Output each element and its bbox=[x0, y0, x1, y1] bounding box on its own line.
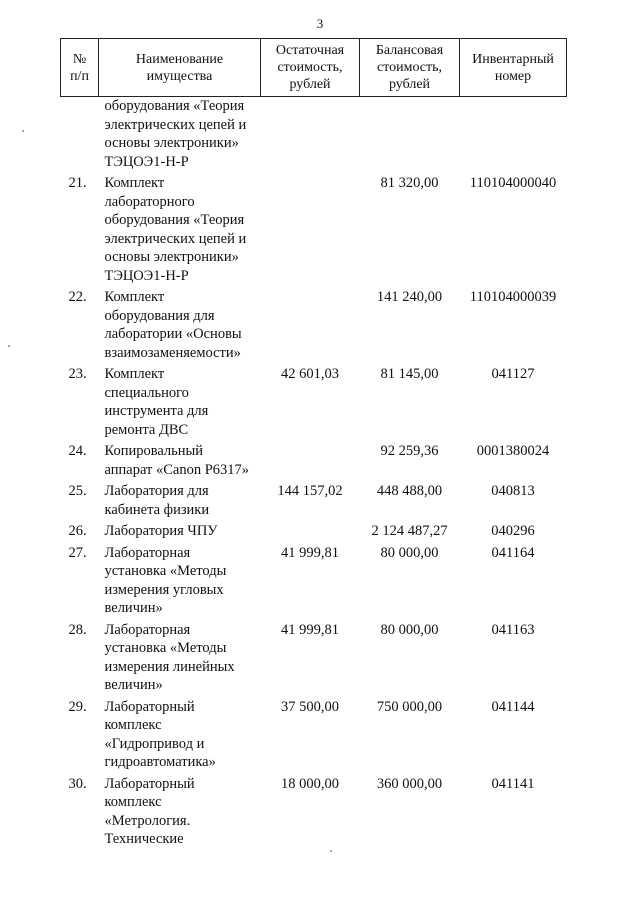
table-header-row bbox=[61, 39, 567, 97]
row-residual-value: 37 500,00 bbox=[281, 698, 339, 715]
row-name: Комплект оборудования для лаборатории «Основы взаимозаменяемости» bbox=[104, 289, 242, 361]
header-balance-value: Балансовая стоимость, рублей bbox=[360, 39, 460, 97]
row-name: оборудования «Теория электрических цепей и основы электроники» ТЭЦОЭ1-Н-Р bbox=[104, 98, 247, 170]
row-residual-value bbox=[261, 285, 360, 362]
scan-speck bbox=[8, 345, 10, 347]
table-row bbox=[61, 519, 567, 541]
row-inventory-number bbox=[460, 97, 567, 172]
row-balance-value: 141 240,00 bbox=[376, 289, 443, 305]
header-inventory-number: Инвентарный номер bbox=[460, 39, 567, 97]
row-inventory-number: 041144 bbox=[491, 698, 535, 715]
row-number: 29. bbox=[68, 698, 87, 715]
row-inventory-number: 041163 bbox=[491, 621, 535, 638]
table-header bbox=[61, 39, 567, 97]
table-row bbox=[61, 362, 567, 439]
row-name: Комплект лабораторного оборудования «Теория электрических цепей и основы электроники» ТЭЦОЭ1-Н-Р bbox=[104, 175, 247, 284]
row-balance-value: 360 000,00 bbox=[376, 775, 443, 792]
table-row bbox=[61, 695, 567, 772]
row-balance-value: 80 000,00 bbox=[380, 621, 439, 638]
row-name: Лабораторный комплекс «Гидропривод и гидроавтоматика» bbox=[104, 698, 216, 770]
row-balance-value: 81 145,00 bbox=[380, 366, 439, 382]
row-inventory-number: 041141 bbox=[491, 775, 535, 792]
table-row bbox=[61, 541, 567, 618]
property-table-container bbox=[60, 38, 566, 849]
row-number bbox=[61, 97, 99, 172]
row-balance-value bbox=[360, 97, 460, 172]
row-residual-value bbox=[261, 519, 360, 541]
row-number: 27. bbox=[68, 544, 87, 561]
table-row bbox=[61, 439, 567, 479]
row-name: Комплект специального инструмента для ремонта ДВС bbox=[104, 366, 209, 438]
scan-speck bbox=[330, 850, 332, 852]
row-number: 24. bbox=[68, 443, 87, 459]
table-row bbox=[61, 97, 567, 172]
row-balance-value: 750 000,00 bbox=[376, 698, 443, 715]
row-residual-value bbox=[261, 439, 360, 479]
row-residual-value: 42 601,03 bbox=[281, 366, 339, 382]
row-balance-value: 80 000,00 bbox=[380, 544, 439, 561]
table-row bbox=[61, 285, 567, 362]
row-number: 26. bbox=[68, 523, 87, 539]
row-balance-value: 92 259,36 bbox=[380, 443, 439, 459]
row-name: Лабораторный комплекс «Метрология. Технические bbox=[104, 775, 195, 847]
row-inventory-number: 041164 bbox=[491, 544, 535, 561]
row-inventory-number: 110104000039 bbox=[469, 289, 557, 305]
header-residual-value: Остаточная стоимость, рублей bbox=[261, 39, 360, 97]
row-number: 25. bbox=[68, 483, 87, 499]
row-balance-value: 2 124 487,27 bbox=[371, 523, 448, 539]
row-residual-value: 18 000,00 bbox=[281, 775, 339, 792]
row-residual-value: 41 999,81 bbox=[281, 621, 339, 638]
table-row bbox=[61, 772, 567, 849]
row-number: 22. bbox=[68, 289, 87, 305]
header-number: № п/п bbox=[61, 39, 99, 97]
row-name: Лаборатория ЧПУ bbox=[104, 523, 218, 539]
table-row bbox=[61, 618, 567, 695]
row-balance-value: 81 320,00 bbox=[380, 175, 439, 191]
row-number: 30. bbox=[68, 775, 87, 792]
table-row bbox=[61, 171, 567, 285]
property-table bbox=[60, 38, 567, 849]
row-name: Копировальный аппарат «Canon P6317» bbox=[104, 443, 250, 478]
row-inventory-number: 040813 bbox=[491, 483, 535, 499]
scan-speck bbox=[22, 130, 24, 132]
row-balance-value: 448 488,00 bbox=[376, 483, 443, 499]
row-residual-value: 144 157,02 bbox=[277, 483, 343, 499]
row-number: 23. bbox=[68, 366, 87, 382]
row-name: Лаборатория для кабинета физики bbox=[104, 483, 210, 518]
row-residual-value: 41 999,81 bbox=[281, 544, 339, 561]
row-name: Лабораторная установка «Методы измерения линейных величин» bbox=[104, 621, 235, 693]
row-residual-value bbox=[261, 171, 360, 285]
row-number: 21. bbox=[68, 175, 87, 191]
row-inventory-number: 110104000040 bbox=[469, 175, 557, 191]
header-name: Наименование имущества bbox=[99, 39, 261, 97]
table-row bbox=[61, 479, 567, 519]
row-name: Лабораторная установка «Методы измерения угловых величин» bbox=[104, 544, 227, 616]
page-number: 3 bbox=[316, 16, 324, 31]
row-residual-value bbox=[261, 97, 360, 172]
row-inventory-number: 041127 bbox=[491, 366, 535, 382]
row-inventory-number: 0001380024 bbox=[476, 443, 550, 459]
row-inventory-number: 040296 bbox=[491, 523, 535, 539]
row-number: 28. bbox=[68, 621, 87, 638]
table-body bbox=[61, 97, 567, 849]
